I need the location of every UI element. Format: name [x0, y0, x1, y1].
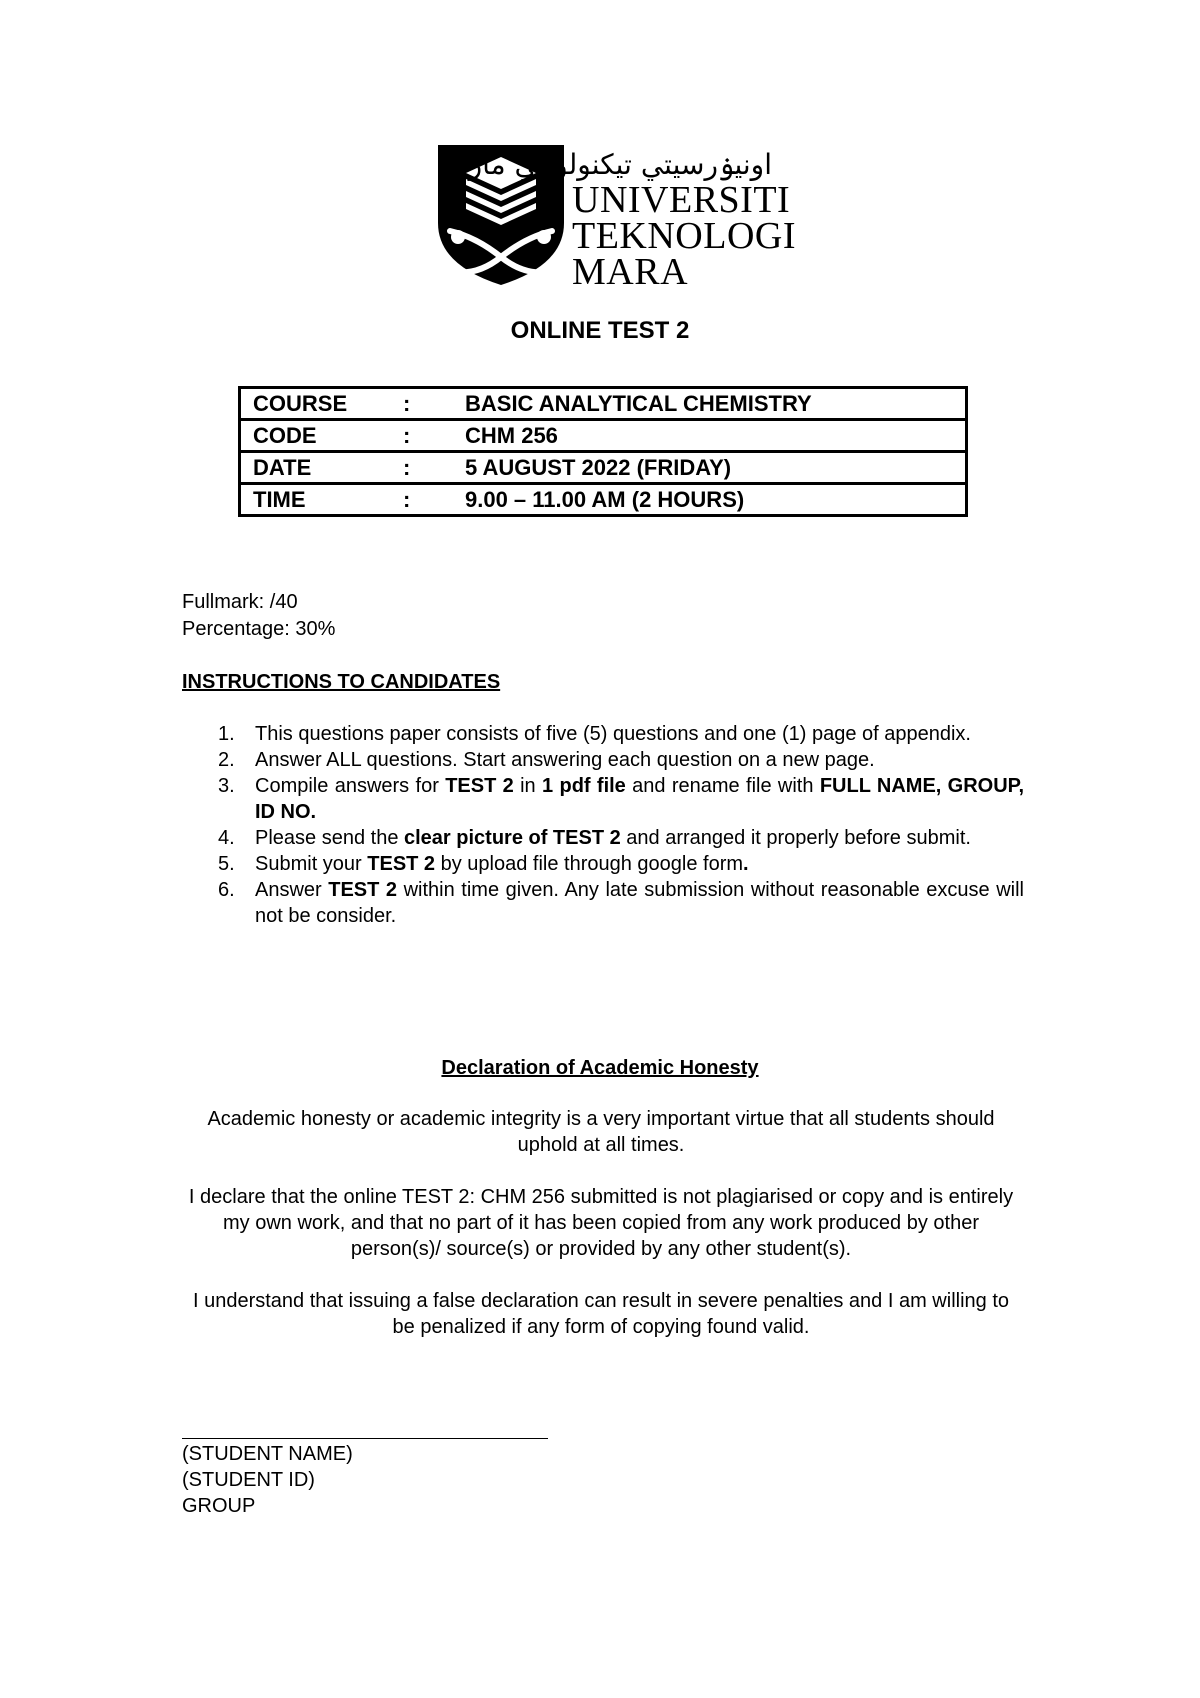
info-value: BASIC ANALYTICAL CHEMISTRY	[465, 388, 967, 420]
declaration-paragraph: I declare that the online TEST 2: CHM 256 submitted is not plagiarised or copy and is entirely my own work, and that no part of it has been copied from any work produced by other person(s)/ source(s) or provided by any other student(s).	[188, 1186, 1014, 1260]
info-separator: :	[403, 388, 465, 420]
university-name-line3: MARA	[572, 251, 689, 293]
list-item-text: by upload file through google form	[435, 853, 744, 875]
list-item-text: Answer	[255, 879, 329, 901]
university-logo	[436, 145, 797, 293]
list-item-text: Answer ALL questions. Start answering each question on a new page.	[255, 749, 875, 771]
list-item-text: TEST 2	[367, 853, 436, 875]
declaration-paragraph: Academic honesty or academic integrity is a very important virtue that all students should uphold at all times.	[207, 1108, 995, 1156]
list-item-number: 5.	[218, 853, 235, 875]
student-id-label: (STUDENT ID)	[182, 1469, 315, 1491]
exam-info-table	[238, 386, 968, 517]
list-item-text: FULL NAME, GROUP, ID NO.	[255, 775, 1024, 823]
info-value: 5 AUGUST 2022 (FRIDAY)	[465, 452, 967, 484]
list-item-text: TEST 2	[328, 879, 398, 901]
list-item	[182, 877, 1024, 929]
percentage-text: Percentage: 30%	[182, 618, 336, 640]
info-label: CODE	[240, 420, 404, 452]
table-row	[240, 484, 967, 516]
list-item	[182, 825, 1024, 851]
list-item-text: TEST 2	[445, 775, 514, 797]
page-title: ONLINE TEST 2	[510, 317, 690, 344]
info-separator: :	[403, 484, 465, 516]
list-item-number: 6.	[218, 879, 235, 901]
list-item-text: Please send the	[255, 827, 404, 849]
list-item-text: Compile answers for	[255, 775, 446, 797]
info-label: COURSE	[240, 388, 404, 420]
list-item-number: 4.	[218, 827, 235, 849]
table-row	[240, 388, 967, 420]
table-row	[240, 452, 967, 484]
list-item-text: within time given. Any late submission without reasonable excuse will not be consider.	[255, 879, 1024, 927]
list-item-number: 1.	[218, 723, 235, 745]
list-item	[182, 851, 1024, 877]
list-item-text: Submit your	[255, 853, 368, 875]
student-name-label: (STUDENT NAME)	[182, 1443, 353, 1465]
info-label: DATE	[240, 452, 404, 484]
list-item-text: This questions paper consists of five (5) questions and one (1) page of appendix.	[255, 723, 971, 745]
list-item-number: 2.	[218, 749, 235, 771]
list-item	[182, 747, 1024, 773]
university-arabic-name: اونيۏرسيتي تيکنولوݢي مارا	[460, 148, 772, 181]
list-item-number: 3.	[218, 775, 235, 797]
list-item-text: and arranged it properly before submit.	[620, 827, 971, 849]
university-name-line1: UNIVERSITI	[572, 179, 791, 221]
declaration-paragraph: I understand that issuing a false declaration can result in severe penalties and I am willing to be penalized if any form of copying found valid.	[192, 1290, 1010, 1338]
signature-line	[182, 1438, 548, 1439]
list-item-text: in	[513, 775, 543, 797]
list-item	[182, 721, 1024, 747]
instructions-list	[182, 721, 1024, 929]
group-label: GROUP	[182, 1495, 256, 1517]
info-separator: :	[403, 420, 465, 452]
table-row	[240, 420, 967, 452]
list-item-text: .	[743, 853, 749, 875]
info-value: CHM 256	[465, 420, 967, 452]
instructions-heading: INSTRUCTIONS TO CANDIDATES	[182, 671, 501, 693]
info-separator: :	[403, 452, 465, 484]
info-label: TIME	[240, 484, 404, 516]
list-item-text: clear picture of TEST 2	[404, 827, 621, 849]
list-item-text: 1 pdf file	[542, 775, 626, 797]
info-value: 9.00 – 11.00 AM (2 HOURS)	[465, 484, 967, 516]
list-item	[182, 773, 1024, 825]
fullmark-text: Fullmark: /40	[182, 591, 298, 613]
university-name-line2: TEKNOLOGI	[572, 215, 797, 257]
declaration-heading: Declaration of Academic Honesty	[441, 1057, 759, 1079]
list-item-text: and rename file with	[625, 775, 820, 797]
